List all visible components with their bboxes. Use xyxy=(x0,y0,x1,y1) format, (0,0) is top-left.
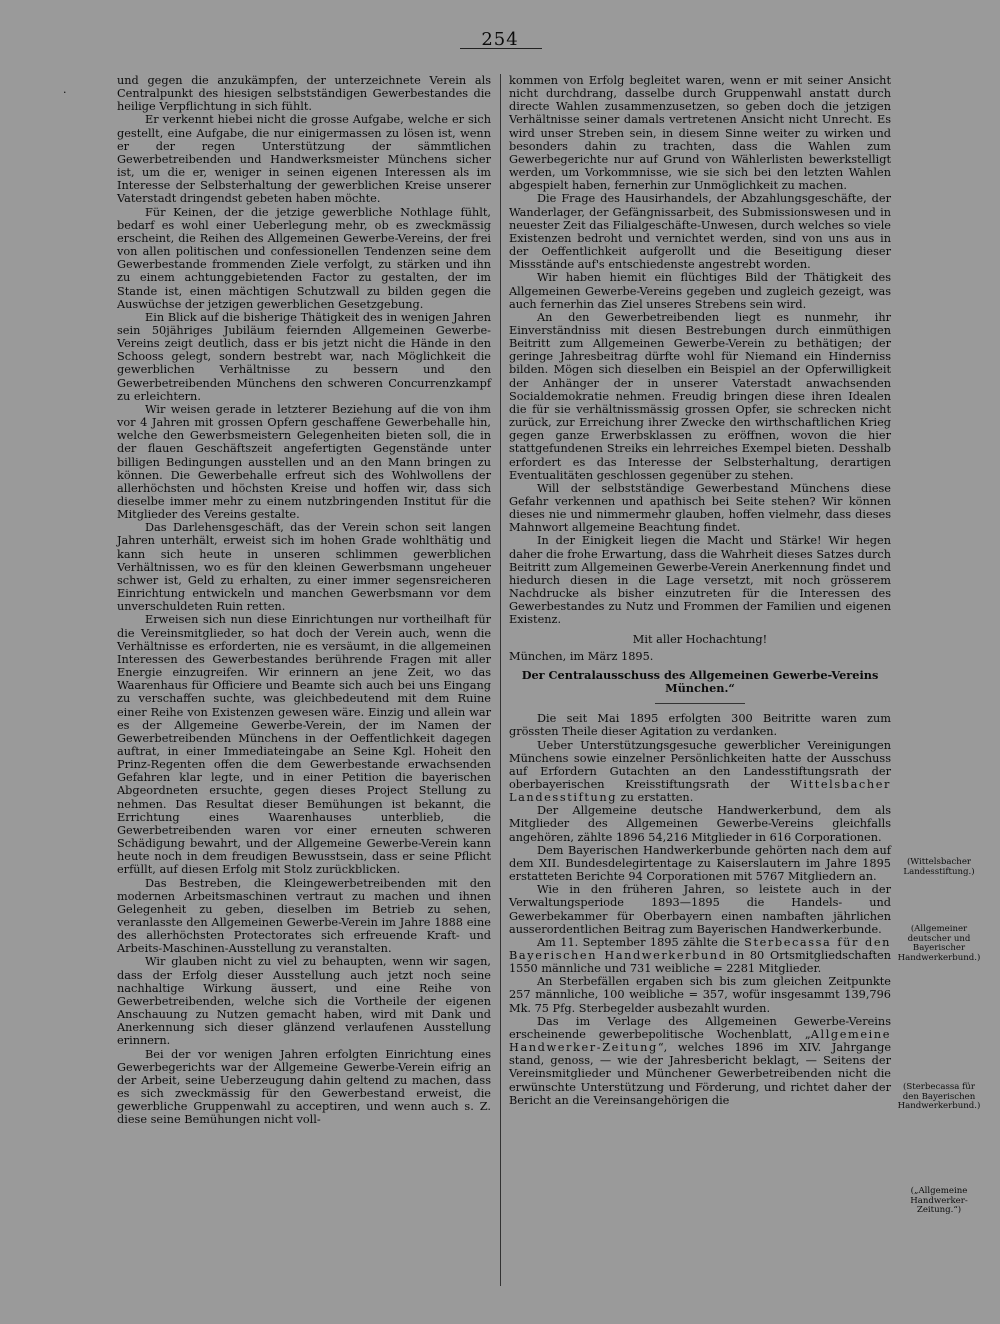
column-divider xyxy=(500,74,501,1286)
margin-note: (Wittelsbacher Landesstiftung.) xyxy=(903,857,975,877)
paragraph xyxy=(509,739,891,805)
paragraph: An Sterbefällen ergaben sich bis zum gleichen Zeitpunkte 257 männliche, 100 weibliche = 357, wofür insgesammt 139,796 Mk. 75 Pfg. Sterbegelder ausbezahlt wurden. xyxy=(509,975,891,1015)
paragraph: Er verkennt hiebei nicht die grosse Aufgabe, welche er sich gestellt, eine Aufgabe, die nur einigermassen zu lösen ist, wenn er der regen Unterstützung der sämmtlichen Gewerbetreibenden und Handwerksmeister Münchens sicher ist, um die er, weniger in seinen eigenen Interessen als im Interesse der Selbsterhaltung der gewerblichen Kreise unserer Vaterstadt dringendst gebeten haben möchte. xyxy=(117,113,491,206)
paragraph: Das Darlehensgeschäft, das der Verein schon seit langen Jahren unterhält, erweist sich im hohen Grade wohlthätig und kann sich heute in unseren schlimmen gewerblichen Verhältnissen, wo es für den kleinen Gewerbsmann ungeheuer schwer ist, Geld zu erhalten, zu einer immer segensreicheren Einrichtung entwickeln und manchen Gewerbsmann vor dem unverschuldeten Ruin retten. xyxy=(117,521,491,614)
text-run: in 80 Ortsmitgliedschaften 1550 männliche und 731 weibliche = 2281 Mitglieder. xyxy=(509,949,891,976)
paragraph: kommen von Erfolg begleitet waren, wenn er mit seiner Ansicht nicht durchdrang, dasselbe durch Gruppenwahl anstatt durch directe Wahlen zusammenzusetzen, so geben doch die jetzigen Verhältnisse seiner damals vertretenen Ansicht nicht Unrecht. Es wird unser Streben sein, in diesem Sinne weiter zu wirken und besonders dahin zu trachten, dass die Wahlen zum Gewerbegerichte nur auf Grund von Wählerlisten bewerkstelligt werden, um Vorkommnisse, wie sie sich bei den letzten Wahlen abgespielt haben, fernerhin zur Unmöglichkeit zu machen. xyxy=(509,74,891,193)
paragraph: und gegen die anzukämpfen, der unterzeichnete Verein als Centralpunkt des hiesigen selbstständigen Gewerbestandes die heilige Verpflichtung in sich fühlt. xyxy=(117,74,491,114)
margin-note: (Sterbecassa für den Bayerischen Handwerkerbund.) xyxy=(897,1082,981,1112)
paragraph xyxy=(509,1015,891,1107)
paragraph: Die Frage des Hausirhandels, der Abzahlungsgeschäfte, der Wanderlager, der Gefängnissarbeit, des Submissionswesen und in neuester Zeit das Filialgeschäfte-Unwesen, durch welches so viele Existenzen bedroht und vernichtet werden, sind von uns aus in der Oeffentlichkeit aufgerollt und die Beseitigung dieser Missstände auf's entschiedenste angestrebt worden. xyxy=(509,192,891,272)
text-run: zu erstatten. xyxy=(617,791,694,805)
paragraph xyxy=(509,936,891,975)
paragraph: Wir haben hiemit ein flüchtiges Bild der Thätigkeit des Allgemeinen Gewerbe-Vereins gegeben und zugleich gezeigt, was auch fernerhin das Ziel unseres Strebens sein wird. xyxy=(509,271,891,311)
paragraph: Ein Blick auf die bisherige Thätigkeit des in wenigen Jahren sein 50jähriges Jubiläum feiernden Allgemeinen Gewerbe-Vereins zeigt deutlich, dass er bis jetzt nicht die Hände in den Schooss gelegt, sondern bestrebt war, nach Möglichkeit die gewerblichen Verhältnisse zu bessern und den Gewerbetreibenden Münchens den schweren Concurrenzkampf zu erleichtern. xyxy=(117,310,491,403)
text-run: “, welches 1896 im XIV. Jahrgange stand, genoss, — wie der Jahresbericht beklagt, — Seitens der Vereinsmitglieder und Münchener Gewerbetreibenden nicht die erwünschte Unterstützung und Förderung, und richtet daher der Bericht an die Vereinsangehörigen die xyxy=(509,1041,891,1107)
text-run: Ueber Unterstützungsgesuche gewerblicher Vereinigungen Münchens sowie einzelner Persönlichkeiten hatte der Ausschuss auf Erfordern Gutachten an den Landesstiftungsrath der oberbayerischen Kreisstiftungsrath der xyxy=(509,738,891,791)
paragraph: Die seit Mai 1895 erfolgten 300 Beitritte waren zum grössten Theile dieser Agitation zu verdanken. xyxy=(509,712,891,739)
paragraph: Will der selbstständige Gewerbestand Münchens diese Gefahr verkennen und apathisch bei Seite stehen? Wir können dieses nie und nimmermehr glauben, hoffen vielmehr, dass dieses Mahnwort allgemeine Beachtung findet. xyxy=(509,481,891,535)
right-column xyxy=(509,74,891,1107)
letter-signature: Der Centralausschuss des Allgemeinen Gewerbe-Vereins München.“ xyxy=(521,667,879,696)
spaced-term: Sterbecassa für den Bayerischen Handwerkerbund xyxy=(509,935,891,962)
text-run: Am 11. September 1895 zählte die xyxy=(537,935,745,949)
margin-note: („Allgemeine Handwerker-Zeitung.“) xyxy=(910,1186,968,1216)
letter-dateline: München, im März 1895. xyxy=(509,649,654,663)
spaced-term: Allgemeine Handwerker-Zeitung xyxy=(509,1027,891,1055)
paragraph: Wir glauben nicht zu viel zu behaupten, wenn wir sagen, dass der Erfolg dieser Ausstellung auch jetzt noch seine nachhaltige Wirkung äussert, und eine Reihe von Gewerbetreibenden, welche sich die Vortheile der eigenen Anschauung zu Nutzen gemacht haben, wird mit Dank und Anerkennung sich dieser glänzend verlaufenen Ausstellung erinnern. xyxy=(117,955,491,1048)
paragraph: Dem Bayerischen Handwerkerbunde gehörten nach dem auf dem XII. Bundesdelegirtentage zu Kaiserslautern im Jahre 1895 erstatteten Berichte 94 Corporationen mit 5767 Mitgliedern an. xyxy=(509,843,891,884)
paragraph: Bei der vor wenigen Jahren erfolgten Einrichtung eines Gewerbegerichts war der Allgemeine Gewerbe-Verein eifrig an der Arbeit, seine Ueberzeugung dahin geltend zu machen, dass es sich zweckmässig für den Gewerbestand erweist, die gewerbliche Gruppenwahl zu acceptiren, und wenn auch s. Z. diese seine Bemühungen nicht voll- xyxy=(117,1047,491,1127)
paragraph: In der Einigkeit liegen die Macht und Stärke! Wir hegen daher die frohe Erwartung, dass die Wahrheit dieses Satzes durch Beitritt zum Allgemeinen Gewerbe-Verein Anerkennung findet und hiedurch diesen in die Lage versetzt, mit noch grösserem Nachdrucke als bisher einzutreten für die Interessen des Gewerbestandes zu Nutz und Frommen der Familien und eigenen Existenz. xyxy=(509,534,891,627)
margin-note: (Allgemeiner deutscher und Bayerischer Handwerkerbund.) xyxy=(897,924,981,963)
paragraph: Das Bestreben, die Kleingewerbetreibenden mit den modernen Arbeitsmaschinen vertraut zu machen und ihnen Gelegenheit zu geben, dieselben im Betrieb zu sehen, veranlasste den Allgemeinen Gewerbe-Verein im Jahre 1888 eine des allerhöchsten Protectorates sich erfreuende Kraft- und Arbeits-Maschinen-Ausstellung zu veranstalten. xyxy=(117,876,491,956)
paragraph: Wie in den früheren Jahren, so leistete auch in der Verwaltungsperiode 1893—1895 die Handels- und Gewerbekammer für Oberbayern einen nambaften jährlichen ausserordentlichen Beitrag zum Bayerischen Handwerkerbunde. xyxy=(509,883,891,936)
paragraph: Der Allgemeine deutsche Handwerkerbund, dem als Mitglieder des Allgemeinen Gewerbe-Vereins gleichfalls angehören, zählte 1896 54,216 Mitglieder in 616 Corporationen. xyxy=(509,804,891,844)
paragraph: Erweisen sich nun diese Einrichtungen nur vortheilhaft für die Vereinsmitglieder, so hat doch der Verein auch, wenn die Verhältnisse es erforderten, nie es versäumt, in die allgemeinen Interessen des Gewerbestandes berührende Fragen mit aller Energie einzugreifen. Wir erinnern an jene Zeit, wo das Waarenhaus für Officiere und Beamte sich auch bei uns Eingang zu verschaffen suchte, was gleichbedeutend mit dem Ruine einer Reihe von Existenzen gewesen wäre. Einzig und allein war es der Allgemeine Gewerbe-Verein, der im Namen der Gewerbetreibenden Münchens in der Oeffentlichkeit dagegen auftrat, in einer Immediateingabe an Seine Kgl. Hoheit den Prinz-Regenten offen die dem Gewerbestande erwachsenden Gefahren klar legte, und in einer Petition die bayerischen Abgeordneten ersuchte, gegen dieses Project Stellung zu nehmen. Das Resultat dieser Bemühungen ist bekannt, die Errichtung eines Waarenhauses unterblieb, die Gewerbetreibenden waren vor einer erneuten schweren Schädigung bewahrt, und der Allgemeine Gewerbe-Verein kann heute noch in dem freudigen Bewusstsein, dass er seine Pflicht erfüllt, auf diesen Erfolg mit Stolz zurückblicken. xyxy=(117,613,491,877)
paragraph: Für Keinen, der die jetzige gewerbliche Nothlage fühlt, bedarf es wohl einer Ueberlegung mehr, ob es zweckmässig erscheint, die Reihen des Allgemeinen Gewerbe-Vereins, der frei von allen politischen und confessionellen Tendenzen seine dem Gewerbestande frommenden Ziele verfolgt, zu stärken und ihn zu einem achtunggebietenden Factor zu gestalten, der im Stande ist, einen mächtigen Schutzwall zu bilden gegen die Auswüchse der jetzigen gewerblichen Gesetzgebung. xyxy=(117,205,491,311)
letter-closing: Mit aller Hochachtung! xyxy=(632,632,768,646)
page-number: 254 xyxy=(481,29,519,50)
spaced-term: Wittelsbacher Landesstiftung xyxy=(509,777,891,805)
paragraph: Wir weisen gerade in letzterer Beziehung auf die von ihm vor 4 Jahren mit grossen Opfern geschaffene Gewerbehalle hin, welche den Gewerbsmeistern Gelegenheiten bieten soll, die in der flauen Geschäftszeit angefertigten Gegenstände unter billigen Bedingungen ausstellen und an den Mann bringen zu können. Die Gewerbehalle erfreut sich des Wohlwollens der allerhöchsten und höchsten Kreise und hoffen wir, dass sich dieselbe immer mehr zu einem nutzbringenden Institut für die Mitglieder des Vereins gestalte. xyxy=(117,402,491,522)
margin-mark: · xyxy=(63,86,67,99)
paragraph: An den Gewerbetreibenden liegt es nunmehr, ihr Einverständniss mit diesen Bestrebungen durch einmüthigen Beitritt zum Allgemeinen Gewerbe-Verein zu bethätigen; der geringe Jahresbeitrag dürfte wohl für Niemand ein Hinderniss bilden. Mögen sich dieselben ein Beispiel an der Opferwilligkeit der Anhänger der in unserer Vaterstadt anwachsenden Socialdemokratie nehmen. Freudig bringen diese ihren Idealen die für sie verhältnissmässig grossen Opfer, sie schrecken nicht zurück, zur Erreichung ihrer Zwecke den wirthschaftlichen Krieg gegen ganze Erwerbsklassen zu eröffnen, wovon die hier stattgefundenen Streiks ein lehrreiches Exempel bieten. Desshalb erfordert es das Interesse der Selbsterhaltung, derartigen Eventualitäten geschlossen gegenüber zu stehen. xyxy=(509,310,891,482)
header-rule xyxy=(460,48,542,49)
text-run: Das im Verlage des Allgemeinen Gewerbe-Vereins erscheinende gewerbepolitische Wochenblatt, „ xyxy=(509,1014,891,1041)
left-column xyxy=(117,74,491,1127)
section-rule xyxy=(655,703,745,704)
